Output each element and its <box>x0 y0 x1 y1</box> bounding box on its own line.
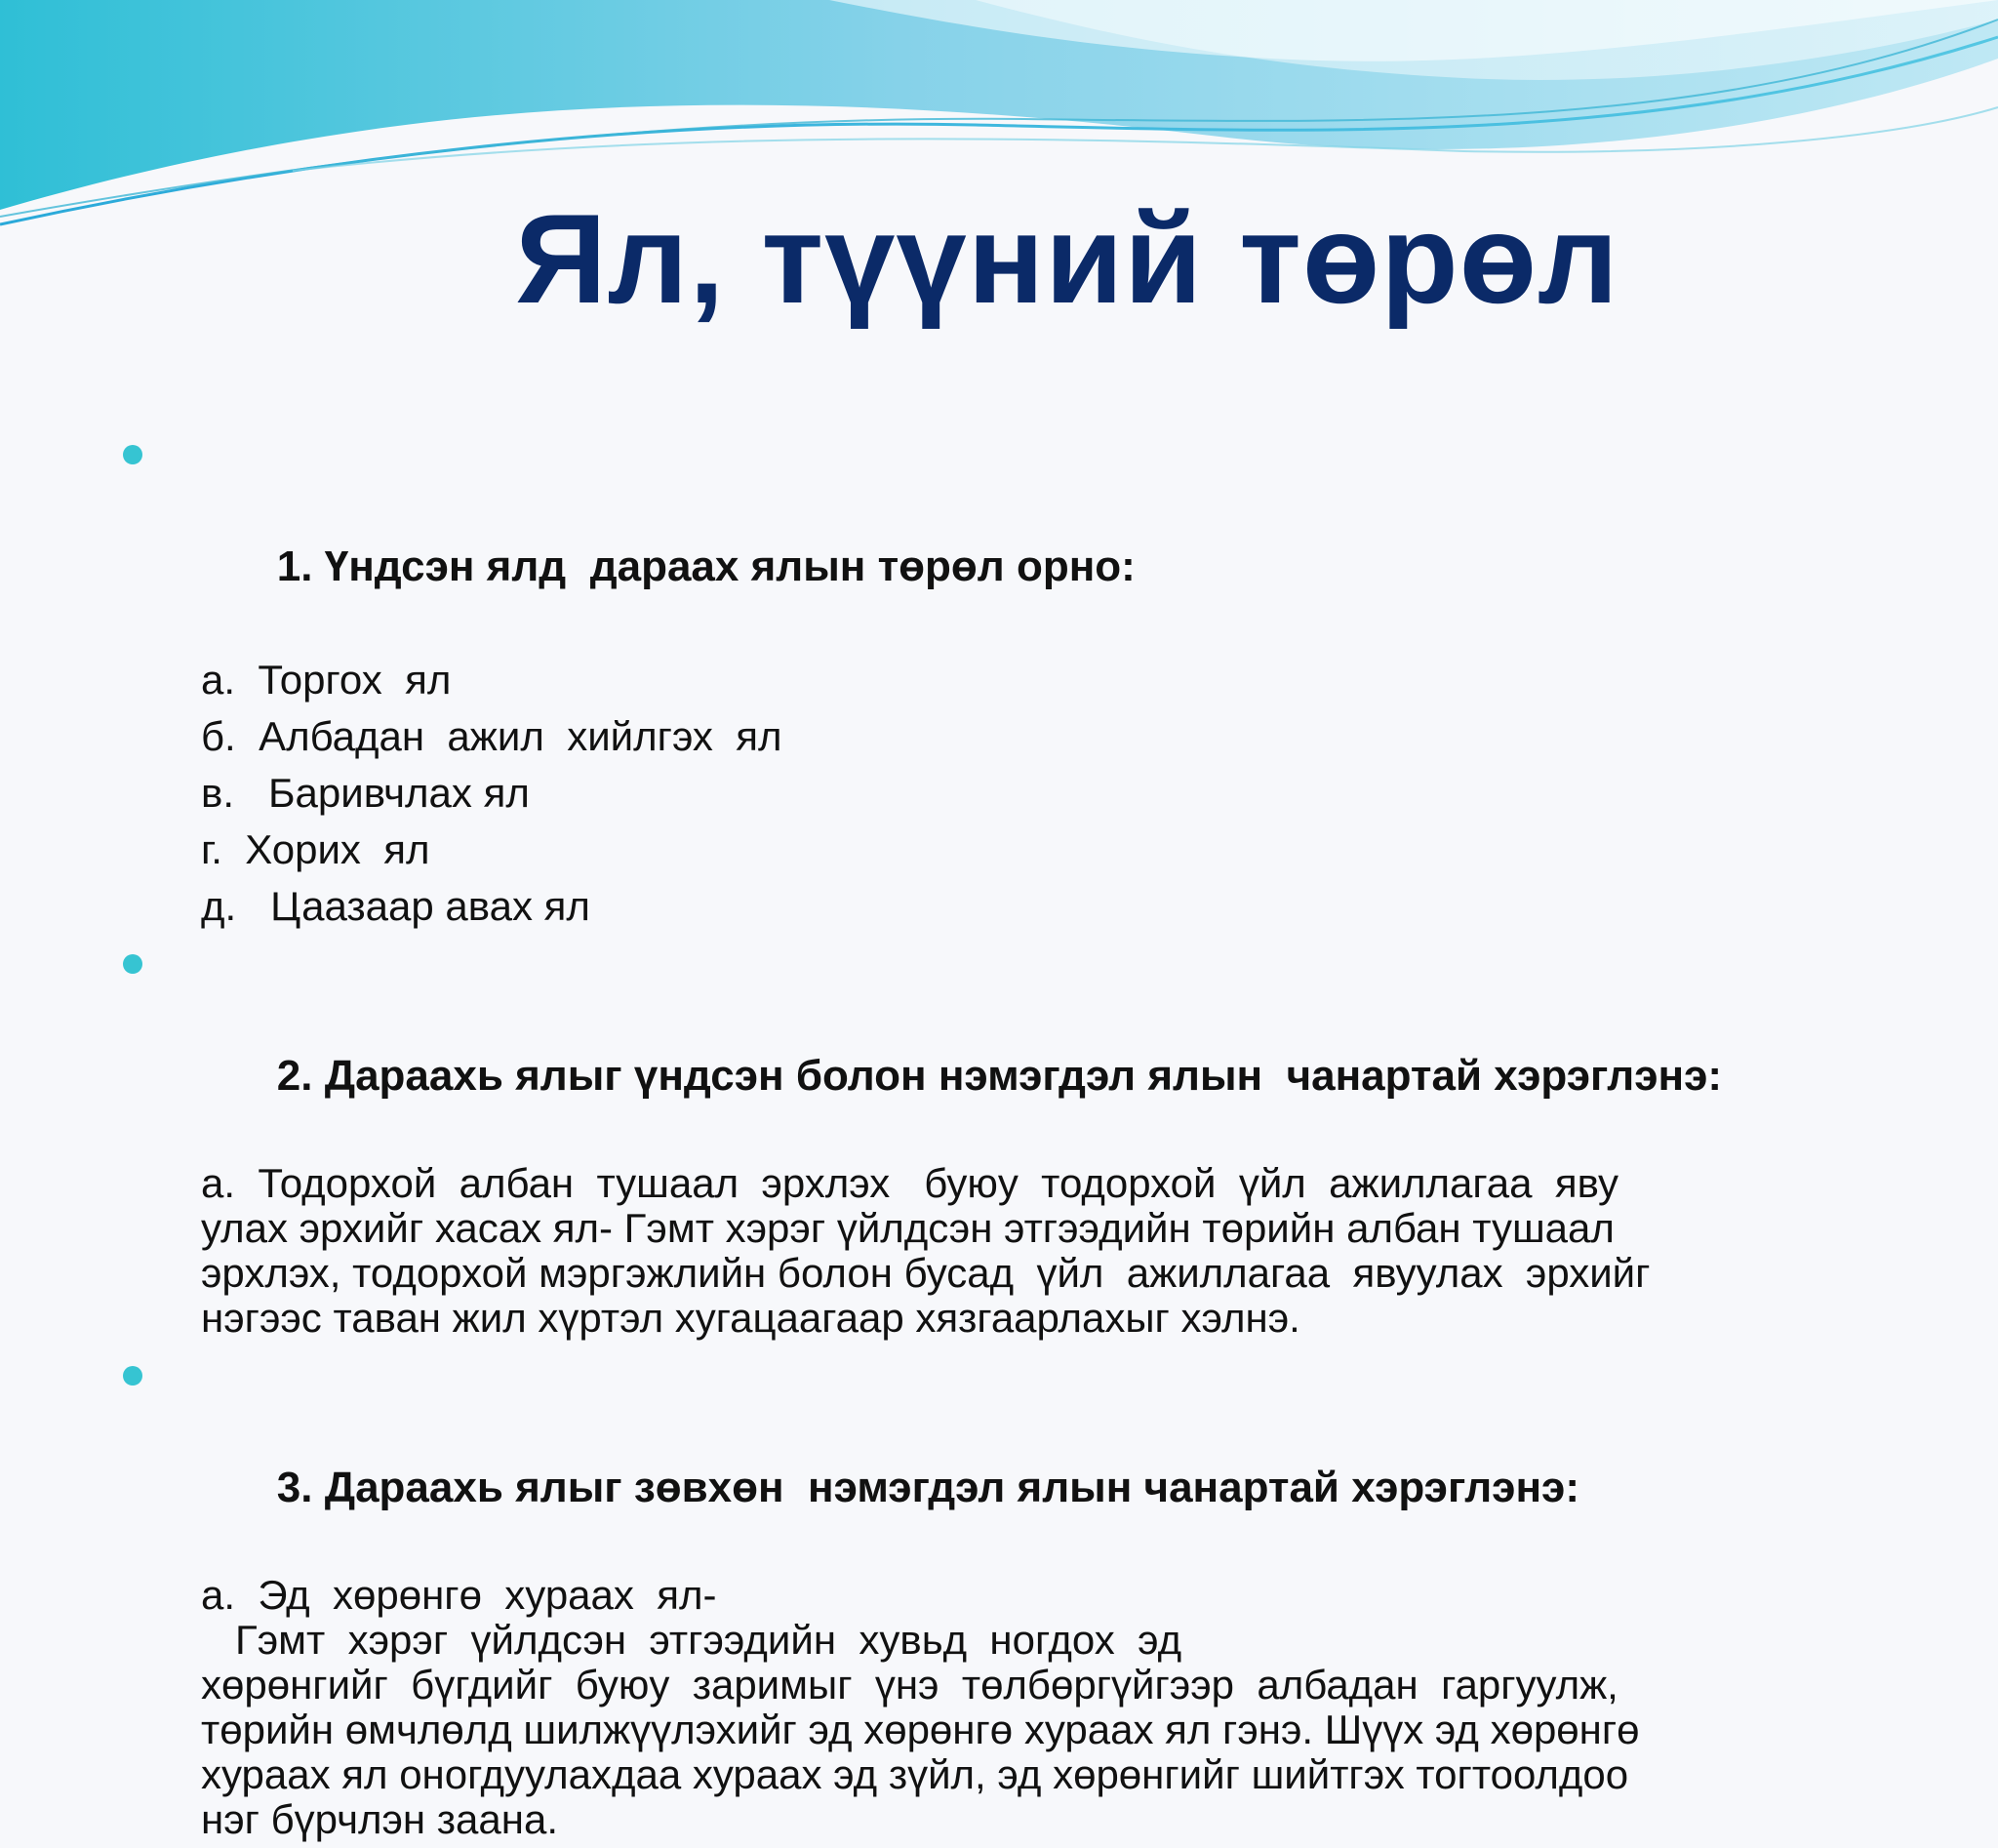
section-2-heading <box>117 935 1873 1161</box>
section-2 <box>117 935 1873 1346</box>
section-1 <box>117 425 1873 935</box>
content-body <box>117 425 1873 1848</box>
paragraph-line: төрийн өмчлөлд шилжүүлэхийг эд хөрөнгө хураах ял гэнэ. Шүүх эд хөрөнгө <box>201 1707 1640 1752</box>
bullet-icon <box>123 445 142 464</box>
paragraph-line: хураах ял оногдуулахдаа хураах эд зүйл, эд хөрөнгийг шийтгэх тогтоолдоо <box>201 1751 1629 1797</box>
section-3-heading-text: 3. Дараахь ялыг зөвхөн нэмэгдэл ялын чанартай хэрэглэнэ: <box>276 1464 1579 1511</box>
list-item: а. Торгох ял <box>201 657 452 703</box>
section-3-paragraph <box>117 1573 1869 1848</box>
bullet-icon <box>123 954 142 974</box>
section-1-heading-text: 1. Үндсэн ялд дараах ялын төрөл орно: <box>276 542 1136 590</box>
section-3-heading <box>117 1346 1873 1573</box>
paragraph-line: нэгээс таван жил хүртэл хугацаагаар хязгаарлахыг хэлнэ. <box>201 1295 1300 1341</box>
list-item: в. Баривчлах ял <box>201 770 530 816</box>
list-item: б. Албадан ажил хийлгэх ял <box>201 713 782 759</box>
bullet-icon <box>123 1366 142 1386</box>
section-2-heading-text: 2. Дараахь ялыг үндсэн болон нэмэгдэл ялын чанартай хэрэглэнэ: <box>276 1052 1723 1100</box>
paragraph-line: Гэмт хэрэг үйлдсэн этгээдийн хувьд ногдох эд <box>201 1617 1182 1663</box>
section-1-heading <box>117 425 1873 652</box>
paragraph-line: а. Тодорхой албан тушаал эрхлэх буюу тодорхой үйл ажиллагаа яву <box>201 1160 1618 1206</box>
paragraph-line: а. Эд хөрөнгө хураах ял- <box>201 1572 717 1618</box>
paragraph-line: эрхлэх, тодорхой мэргэжлийн болон бусад үйл ажиллагаа явуулах эрхийг <box>201 1250 1651 1296</box>
list-item: д. Цаазаар авах ял <box>201 883 590 929</box>
list-item: г. Хорих ял <box>201 826 430 872</box>
paragraph-line: нэг бүрчлэн заана. <box>201 1796 558 1842</box>
section-2-paragraph <box>117 1161 1869 1346</box>
page-title: Ял, түүний төрөл <box>515 187 1619 330</box>
paragraph-line: улах эрхийг хасах ял- Гэмт хэрэг үйлдсэн этгээдийн төрийн албан тушаал <box>201 1205 1615 1251</box>
paragraph-line: хөрөнгийг бүгдийг буюу заримыг үнэ төлбөргүйгээр албадан гаргуулж, <box>201 1662 1618 1707</box>
section-3 <box>117 1346 1873 1848</box>
section-1-list <box>117 652 1873 935</box>
